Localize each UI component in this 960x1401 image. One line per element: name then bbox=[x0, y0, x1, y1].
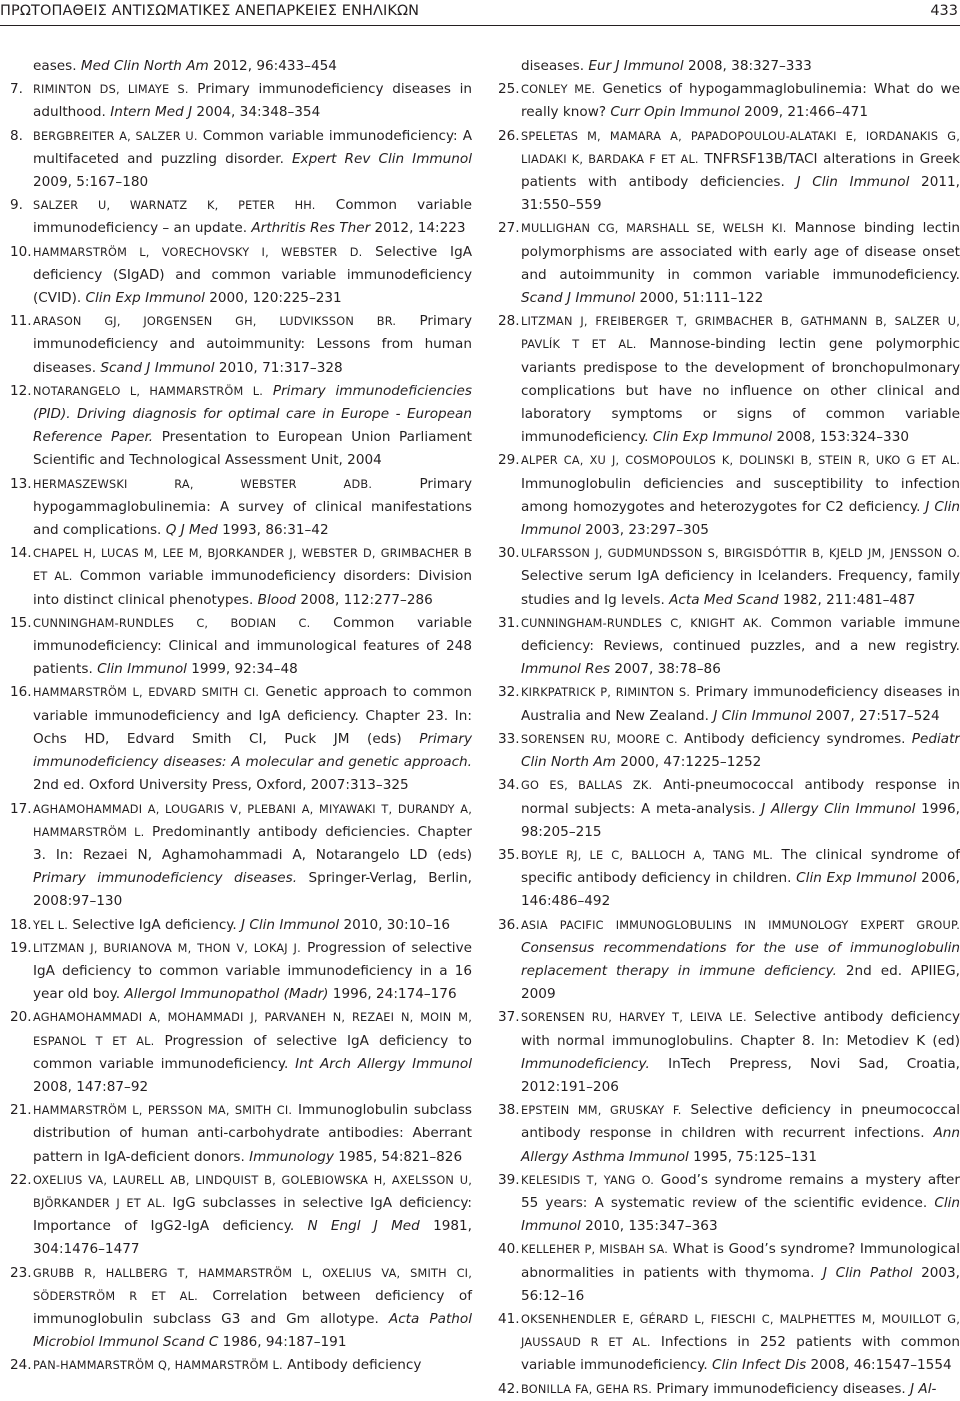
reference-text: Primary immunodeficiency diseases in Australia and New Zealand. bbox=[521, 684, 960, 724]
reference-text: 2004, 34:348–354 bbox=[192, 104, 321, 121]
reference-text: eases. bbox=[33, 58, 81, 74]
reference-number: 12. bbox=[10, 382, 32, 399]
reference-authors: CONLEY ME. bbox=[521, 83, 596, 97]
reference-source: Blood bbox=[257, 591, 297, 608]
header-rule bbox=[0, 25, 960, 26]
reference-source: Immunol Res bbox=[521, 661, 611, 678]
reference-source: Scand J Immunol bbox=[100, 359, 215, 376]
reference-number: 26. bbox=[498, 127, 520, 144]
reference-entry bbox=[498, 612, 960, 682]
reference-text: 1995, 75:125–131 bbox=[688, 1148, 817, 1165]
reference-number: 23. bbox=[10, 1264, 32, 1281]
reference-authors: SALZER U, WARNATZ K, PETER HH. bbox=[33, 199, 316, 213]
reference-entry bbox=[10, 1006, 472, 1099]
reference-text: Progression of selective IgA deficiency to common variable immunodeficiency. bbox=[33, 1032, 472, 1072]
reference-authors: SPELETAS M, MAMARA A, PAPADOPOULOU-ALATAKI E, IORDANAKIS G, LIADAKI K, BARDAKA F ET AL. bbox=[521, 129, 960, 166]
reference-text: 2010, 71:317–328 bbox=[214, 359, 343, 376]
reference-text: 2000, 47:1225–1252 bbox=[615, 754, 762, 771]
reference-text: 1986, 94:187–191 bbox=[218, 1334, 347, 1351]
reference-authors: KELESIDIS T, YANG O. bbox=[521, 1173, 655, 1187]
reference-source: J Al- bbox=[910, 1380, 937, 1397]
reference-source: Primary immunodeficiency diseases. bbox=[33, 870, 298, 887]
reference-entry bbox=[10, 937, 472, 1007]
reference-number: 40. bbox=[498, 1241, 520, 1258]
reference-text: Immunoglobulin subclass distribution of human anti-carbohydrate antibodies: Aberrant pattern in IgA-deficient donors. bbox=[33, 1102, 472, 1165]
reference-entry bbox=[498, 449, 960, 542]
reference-source: Eur J Immunol bbox=[588, 58, 684, 74]
reference-entry bbox=[10, 1099, 472, 1169]
reference-source: J Clin Immunol bbox=[796, 174, 910, 191]
reference-authors: ALPER CA, XU J, COSMOPOULOS K, DOLINSKI B, STEIN R, UKO G ET AL. bbox=[521, 454, 960, 468]
reference-entry bbox=[10, 1354, 472, 1377]
reference-source: Int Arch Allergy Immunol bbox=[295, 1055, 472, 1072]
reference-entry bbox=[10, 473, 472, 543]
reference-source: Allergol Immunopathol (Madr) bbox=[124, 986, 329, 1003]
reference-text: 1996, 98:205–215 bbox=[521, 800, 960, 840]
reference-text: 2003, 23:297–305 bbox=[580, 522, 709, 539]
reference-authors: OXELIUS VA, LAURELL AB, LINDQUIST B, GOLEBIOWSKA H, AXELSSON U, BJÖRKANDER J ET AL. bbox=[33, 1173, 472, 1210]
reference-text: 2012, 14:223 bbox=[370, 220, 466, 237]
reference-number: 24. bbox=[10, 1357, 32, 1374]
reference-text: Selective serum IgA deficiency in Icelanders. Frequency, family studies and Ig levels. bbox=[521, 568, 960, 608]
reference-entry bbox=[10, 55, 472, 78]
reference-text: Progression of selective IgA deficiency to common variable immunodeficiency in a 16 year old boy. bbox=[33, 939, 472, 1003]
reference-number: 10. bbox=[10, 243, 32, 260]
reference-entry bbox=[10, 612, 472, 682]
reference-source: Pediatr Clin North Am bbox=[521, 730, 960, 771]
reference-text: Presentation to European Union Parliament Scientific and Technological Assessment Unit, 2004 bbox=[33, 429, 472, 469]
reference-source: Clin Exp Immunol bbox=[652, 429, 773, 446]
reference-authors: GO ES, BALLAS ZK. bbox=[521, 779, 653, 793]
reference-number: 30. bbox=[498, 545, 520, 562]
running-title: ΠΡΩΤΟΠΑΘΕΙΣ ΑΝΤΙΣΩΜΑΤΙΚΕΣ ΑΝΕΠΑΡΚΕΙΕΣ ΕΝΗΛΙΚΩΝ bbox=[0, 3, 420, 19]
reference-number: 25. bbox=[498, 81, 520, 98]
reference-text: Common variable immunodeficiency: A multifaceted and puzzling disorder. bbox=[33, 127, 472, 167]
reference-authors: ARASON GJ, JORGENSEN GH, LUDVIKSSON BR. bbox=[33, 315, 397, 329]
reference-number: 31. bbox=[498, 614, 520, 631]
reference-entry bbox=[498, 1169, 960, 1239]
reference-authors: KIRKPATRICK P, RIMINTON S. bbox=[521, 686, 691, 700]
reference-source: J Clin Pathol bbox=[823, 1264, 913, 1281]
reference-entry bbox=[498, 78, 960, 124]
reference-entry bbox=[10, 1262, 472, 1355]
reference-number: 34. bbox=[498, 777, 520, 794]
reference-entry bbox=[498, 914, 960, 1007]
reference-entry bbox=[498, 55, 960, 78]
reference-text: 2000, 120:225–231 bbox=[204, 290, 342, 307]
reference-text: 1982, 211:481–487 bbox=[778, 591, 916, 608]
reference-authors: AGHAMOHAMMADI A, LOUGARIS V, PLEBANI A, MIYAWAKI T, DURANDY A, HAMMARSTRÖM L. bbox=[33, 802, 472, 839]
reference-text: 2nd ed. APIIEG, 2009 bbox=[521, 962, 960, 1003]
reference-number: 35. bbox=[498, 846, 520, 863]
reference-source: Q J Med bbox=[165, 522, 218, 539]
reference-text: Common variable immunodeficiency – an update. bbox=[33, 197, 472, 237]
reference-number: 41. bbox=[498, 1310, 520, 1327]
page-number: 433 bbox=[930, 3, 958, 19]
reference-entry bbox=[498, 542, 960, 612]
reference-text: Mannose-binding lectin gene polymorphic variants predispose to the development of bronchopulmonary complications but have no influence on other clinical and laboratory symptoms or signs of common variable immunodeficiency. bbox=[521, 336, 960, 446]
reference-authors: AGHAMOHAMMADI A, MOHAMMADI J, PARVANEH N, REZAEI N, MOIN M, ESPANOL T ET AL. bbox=[33, 1011, 472, 1048]
reference-number: 13. bbox=[10, 475, 32, 492]
reference-text: 2008, 46:1547–1554 bbox=[806, 1357, 952, 1374]
reference-authors: LITZMAN J, BURIANOVA M, THON V, LOKAJ J. bbox=[33, 941, 301, 955]
reference-entry bbox=[10, 310, 472, 380]
reference-number: 36. bbox=[498, 916, 520, 933]
reference-authors: HAMMARSTRÖM L, PERSSON MA, SMITH CI. bbox=[33, 1104, 293, 1118]
reference-entry bbox=[10, 194, 472, 240]
reference-text: 2008, 147:87–92 bbox=[33, 1078, 149, 1095]
reference-authors: CHAPEL H, LUCAS M, LEE M, BJORKANDER J, WEBSTER D, GRIMBACHER B ET AL. bbox=[33, 547, 472, 584]
reference-text: Mannose binding lectin polymorphisms are associated with early age of disease onset and autoimmunity in common variable immunodeficiency. bbox=[521, 220, 960, 283]
reference-entry bbox=[10, 380, 472, 473]
reference-number: 39. bbox=[498, 1171, 520, 1188]
reference-text: 2010, 135:347–363 bbox=[580, 1218, 718, 1235]
reference-entry bbox=[10, 914, 472, 937]
reference-text: 2008, 153:324–330 bbox=[772, 429, 909, 446]
reference-text: Primary hypogammaglobulinemia: A survey of clinical manifestations and complications. bbox=[33, 475, 472, 539]
reference-authors: NOTARANGELO L, HAMMARSTRÖM L. bbox=[33, 384, 264, 398]
reference-text: Common variable immune deficiency: Reviews, continued puzzles, and a new registry. bbox=[521, 614, 960, 655]
reference-number: 15. bbox=[10, 614, 32, 631]
reference-source: Ann Allergy Asthma Immunol bbox=[521, 1125, 960, 1165]
left-column bbox=[10, 55, 472, 1378]
reference-text: Primary immunodeficiency diseases in adulthood. bbox=[33, 81, 472, 121]
reference-number: 8. bbox=[10, 127, 23, 144]
reference-text: Genetic approach to common variable immunodeficiency and IgA deficiency. Chapter 23. In: Ochs HD, Edvard Smith CI, Puck JM (eds) bbox=[33, 684, 472, 747]
reference-entry bbox=[498, 1006, 960, 1099]
reference-entry bbox=[10, 681, 472, 797]
reference-authors: KELLEHER P, MISBAH SA. bbox=[521, 1243, 669, 1257]
reference-authors: OKSENHENDLER E, GÉRARD L, FIESCHI C, MALPHETTES M, MOUILLOT G, JAUSSAUD R ET AL. bbox=[521, 1312, 960, 1350]
reference-source: Clin Infect Dis bbox=[711, 1357, 807, 1374]
reference-text: 2nd ed. Oxford University Press, Oxford, 2007:313–325 bbox=[33, 777, 409, 794]
reference-text: What is Good’s syndrome? Immunological abnormalities in patients with thymoma. bbox=[521, 1241, 960, 1281]
reference-number: 28. bbox=[498, 313, 520, 330]
reference-source: J Clin Immunol bbox=[521, 498, 960, 539]
reference-authors: LITZMAN J, FREIBERGER T, GRIMBACHER B, GATHMANN B, SALZER U, PAVLÍK T ET AL. bbox=[521, 315, 960, 352]
reference-text: Selective IgA deficiency (SIgAD) and common variable immunodeficiency (CVID). bbox=[33, 243, 472, 307]
reference-number: 18. bbox=[10, 916, 32, 933]
reference-number: 20. bbox=[10, 1009, 32, 1026]
reference-number: 33. bbox=[498, 730, 520, 747]
reference-authors: CUNNINGHAM-RUNDLES C, KNIGHT AK. bbox=[521, 616, 763, 630]
reference-entry bbox=[498, 125, 960, 218]
reference-source: Scand J Immunol bbox=[521, 290, 636, 307]
reference-entry bbox=[10, 798, 472, 914]
reference-entry bbox=[498, 728, 960, 774]
reference-authors: BERGBREITER A, SALZER U. bbox=[33, 129, 198, 143]
reference-text: Genetics of hypogammaglobulinemia: What do we really know? bbox=[521, 81, 960, 121]
reference-source: Acta Med Scand bbox=[669, 591, 779, 608]
reference-number: 17. bbox=[10, 800, 32, 817]
reference-source: Clin Exp Immunol bbox=[796, 870, 917, 887]
reference-source: J Allergy Clin Immunol bbox=[761, 800, 916, 817]
reference-text: 2008, 38:327–333 bbox=[683, 58, 812, 74]
reference-authors: YEL L. bbox=[33, 918, 69, 932]
reference-text: 1993, 86:31–42 bbox=[217, 522, 329, 539]
reference-authors: RIMINTON DS, LIMAYE S. bbox=[33, 83, 189, 97]
reference-authors: GRUBB R, HALLBERG T, HAMMARSTRÖM L, OXELIUS VA, SMITH CI, SÖDERSTRÖM R ET AL. bbox=[33, 1266, 472, 1303]
page-header bbox=[0, 0, 960, 40]
reference-authors: ASIA PACIFIC IMMUNOGLOBULINS IN IMMUNOLOGY EXPERT GROUP. bbox=[521, 918, 960, 932]
reference-authors: SORENSEN RU, MOORE C. bbox=[521, 732, 678, 746]
reference-text: Antibody deficiency syndromes. bbox=[677, 730, 912, 747]
reference-text: Antibody deficiency bbox=[282, 1357, 422, 1374]
reference-authors: HAMMARSTRÖM L, EDVARD SMITH CI. bbox=[33, 686, 260, 700]
reference-number: 32. bbox=[498, 684, 520, 701]
reference-source: Intern Med J bbox=[110, 104, 193, 121]
reference-entry bbox=[498, 1308, 960, 1378]
reference-text: 1981, 304:1476–1477 bbox=[33, 1218, 472, 1258]
reference-number: 14. bbox=[10, 545, 32, 562]
right-column bbox=[498, 55, 960, 1401]
reference-number: 19. bbox=[10, 939, 32, 956]
reference-authors: ULFARSSON J, GUDMUNDSSON S, BIRGISDÓTTIR B, KJELD JM, JENSSON O. bbox=[521, 547, 960, 561]
reference-text: Correlation between deficiency of immunoglobulin subclass G3 and Gm allotype. bbox=[33, 1287, 472, 1327]
reference-text: diseases. bbox=[521, 58, 589, 74]
reference-entry bbox=[10, 78, 472, 124]
reference-text: Immunoglobulin deficiencies and susceptibility to infection among homozygotes and heterozygotes for C2 deficiency. bbox=[521, 475, 960, 515]
reference-entry bbox=[498, 1099, 960, 1169]
reference-number: 22. bbox=[10, 1171, 32, 1188]
reference-source: N Engl J Med bbox=[307, 1218, 420, 1235]
reference-source: Consensus recommendations for the use of immunoglobulin replacement therapy in immune deficiency. bbox=[521, 939, 960, 979]
reference-number: 29. bbox=[498, 452, 520, 469]
reference-text: 2010, 30:10–16 bbox=[339, 916, 451, 933]
reference-entry bbox=[10, 125, 472, 195]
reference-source: Immunology bbox=[249, 1148, 334, 1165]
reference-source: Expert Rev Clin Immunol bbox=[291, 150, 473, 167]
reference-text: Selective IgA deficiency. bbox=[68, 916, 242, 933]
reference-number: 42. bbox=[498, 1380, 520, 1397]
reference-entry bbox=[498, 774, 960, 844]
reference-number: 11. bbox=[10, 313, 32, 330]
reference-text: 1985, 54:821–826 bbox=[333, 1148, 463, 1165]
reference-authors: BOYLE RJ, LE C, BALLOCH A, TANG ML. bbox=[521, 848, 774, 862]
reference-authors: BONILLA FA, GEHA RS. bbox=[521, 1382, 653, 1396]
reference-entry bbox=[498, 1238, 960, 1308]
reference-entry bbox=[498, 217, 960, 310]
reference-text: 2006, 146:486–492 bbox=[521, 870, 960, 910]
reference-text: Primary immunodeficiency and autoimmunity: Lessons from human diseases. bbox=[33, 313, 472, 376]
reference-authors: SORENSEN RU, HARVEY T, LEIVA LE. bbox=[521, 1011, 747, 1025]
reference-text: Selective antibody deficiency with normal immunoglobulins. Chapter 8. In: Metodiev K (ed) bbox=[521, 1009, 960, 1049]
reference-text: The clinical syndrome of specific antibody deficiency in children. bbox=[521, 846, 960, 887]
reference-text: Springer-Verlag, Berlin, 2008:97–130 bbox=[33, 870, 472, 910]
reference-authors: HERMASZEWSKI RA, WEBSTER ADB. bbox=[33, 477, 373, 491]
reference-text: IgG subclasses in selective IgA deficiency: Importance of IgG2-IgA deficiency. bbox=[33, 1194, 472, 1235]
reference-source: Primary immunodeficiency diseases: A molecular and genetic approach. bbox=[33, 730, 472, 771]
reference-source: J Clin Immunol bbox=[713, 707, 812, 724]
reference-text: 2012, 96:433–454 bbox=[208, 58, 337, 74]
reference-source: Clin Immunol bbox=[521, 1194, 960, 1235]
reference-source: J Clin Immunol bbox=[241, 916, 340, 933]
reference-text: InTech Prepress, Novi Sad, Croatia, 2012:191–206 bbox=[521, 1055, 960, 1095]
reference-authors: MULLIGHAN CG, MARSHALL SE, WELSH KI. bbox=[521, 222, 787, 236]
reference-number: 16. bbox=[10, 684, 32, 701]
reference-text: Good’s syndrome remains a mystery after 55 years: A systematic review of the scientific evidence. bbox=[521, 1171, 960, 1211]
reference-number: 27. bbox=[498, 220, 520, 237]
reference-number: 37. bbox=[498, 1009, 520, 1026]
reference-entry bbox=[498, 844, 960, 914]
reference-text: Common variable immunodeficiency disorders: Division into distinct clinical phenotypes. bbox=[33, 568, 472, 608]
reference-source: Acta Pathol Microbiol Immunol Scand C bbox=[33, 1310, 472, 1351]
reference-number: 38. bbox=[498, 1102, 520, 1119]
reference-entry bbox=[10, 241, 472, 311]
reference-text: 1999, 92:34–48 bbox=[186, 661, 298, 678]
reference-text: 2009, 21:466–471 bbox=[739, 104, 868, 121]
reference-text: Predominantly antibody deficiencies. Chapter 3. In: Rezaei N, Aghamohammadi A, Notarangelo LD (eds) bbox=[33, 823, 472, 863]
reference-entry bbox=[10, 1169, 472, 1262]
reference-text: 2011, 31:550–559 bbox=[521, 174, 960, 214]
reference-authors: PAN-HAMMARSTRÖM Q, HAMMARSTRÖM L. bbox=[33, 1359, 283, 1373]
reference-authors: HAMMARSTRÖM L, VORECHOVSKY I, WEBSTER D. bbox=[33, 245, 363, 259]
reference-number: 21. bbox=[10, 1102, 32, 1119]
reference-text: Infections in 252 patients with common variable immunodeficiency. bbox=[521, 1334, 960, 1374]
reference-text: 2008, 112:277–286 bbox=[296, 591, 433, 608]
reference-text: 2007, 38:78–86 bbox=[610, 661, 721, 678]
reference-entry bbox=[498, 1378, 960, 1401]
reference-authors: EPSTEIN MM, GRUSKAY F. bbox=[521, 1104, 682, 1118]
reference-text: Selective deficiency in pneumococcal antibody response in children with recurrent infections. bbox=[521, 1102, 960, 1142]
reference-text: 2009, 5:167–180 bbox=[33, 174, 149, 191]
reference-source: Immunodeficiency. bbox=[521, 1055, 650, 1072]
reference-number: 7. bbox=[10, 81, 23, 98]
reference-entry bbox=[498, 681, 960, 727]
reference-text: TNFRSF13B/TACI alterations in Greek patients with antibody deficiencies. bbox=[521, 150, 960, 191]
reference-text: 2003, 56:12–16 bbox=[521, 1264, 960, 1304]
reference-source: Arthritis Res Ther bbox=[251, 220, 371, 237]
reference-number: 9. bbox=[10, 197, 23, 214]
reference-text: Primary immunodeficiency diseases. bbox=[652, 1380, 911, 1397]
reference-text: Anti-pneumococcal antibody response in normal subjects: A meta-analysis. bbox=[521, 777, 960, 817]
reference-source: Primary immunodeficiencies (PID). Driving diagnosis for optimal care in Europe - European Reference Paper. bbox=[33, 382, 472, 446]
reference-authors: CUNNINGHAM-RUNDLES C, BODIAN C. bbox=[33, 616, 311, 630]
reference-text: Common variable immunodeficiency: Clinical and immunological features of 248 patients. bbox=[33, 614, 472, 678]
reference-entry bbox=[10, 542, 472, 612]
reference-source: Clin Immunol bbox=[97, 661, 187, 678]
reference-source: Clin Exp Immunol bbox=[85, 290, 205, 307]
reference-source: Med Clin North Am bbox=[80, 58, 209, 74]
reference-text: 2007, 27:517–524 bbox=[811, 707, 940, 724]
reference-source: Curr Opin Immunol bbox=[610, 104, 740, 121]
reference-entry bbox=[498, 310, 960, 449]
reference-text: 2000, 51:111–122 bbox=[635, 290, 764, 307]
reference-text: 1996, 24:174–176 bbox=[328, 986, 457, 1003]
